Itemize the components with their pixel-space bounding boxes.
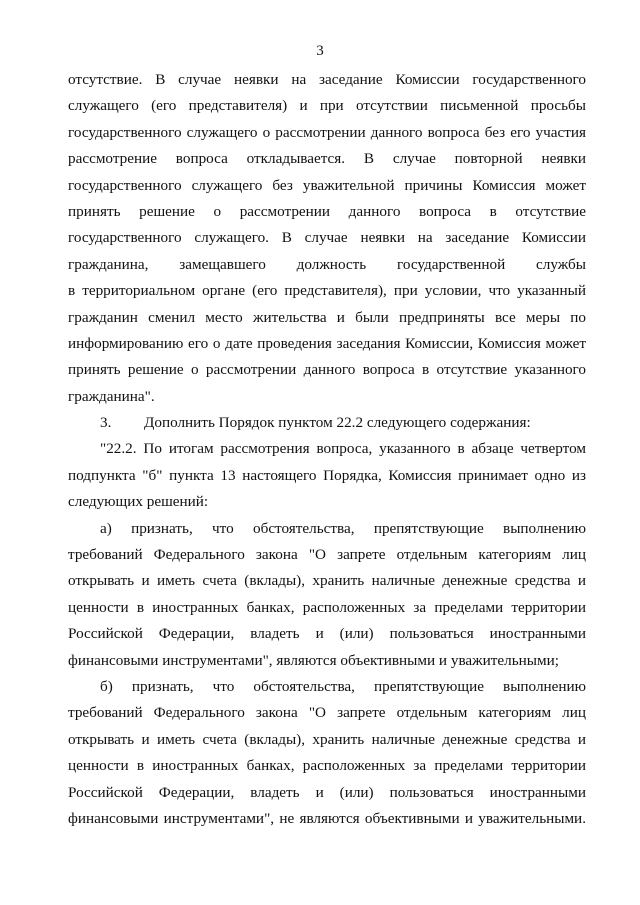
text-line: открывать и иметь счета (вклады), хранить наличные денежные средства и xyxy=(68,730,586,748)
item-text: Дополнить Порядок пунктом 22.2 следующего содержания: xyxy=(144,414,531,432)
text-line: государственного служащего. В случае неявки на заседание Комиссии xyxy=(68,229,586,247)
text-line: требований Федерального закона "О запрете отдельным категориям лиц xyxy=(68,546,586,564)
text-line: государственного служащего без уважительной причины Комиссия может xyxy=(68,176,586,194)
text-line: финансовыми инструментами", являются объективными и уважительными; xyxy=(68,651,559,669)
text-line: ценности в иностранных банках, расположенных за пределами территории xyxy=(68,598,586,616)
text-line: служащего (его представителя) и при отсутствии письменной просьбы xyxy=(68,97,586,115)
document-body xyxy=(68,67,586,832)
text-line: рассмотрение вопроса откладывается. В случае повторной неявки xyxy=(68,150,586,168)
text-line: Российской Федерации, владеть и (или) пользоваться иностранными xyxy=(68,783,586,801)
text-line: информированию его о дате проведения заседания Комиссии, Комиссия может xyxy=(68,334,586,352)
text-line: Российской Федерации, владеть и (или) пользоваться иностранными xyxy=(68,625,586,643)
text-line: государственного служащего о рассмотрении данного вопроса без его участия xyxy=(68,123,586,141)
text-line: "22.2. По итогам рассмотрения вопроса, указанного в абзаце четвертом xyxy=(100,440,586,458)
list-item-a: а) признать, что обстоятельства, препятствующие выполнению xyxy=(100,519,586,537)
text-line: подпункта "б" пункта 13 настоящего Порядка, Комиссия принимает одно из xyxy=(68,466,586,484)
text-line: гражданина, замещавшего должность государственной службы xyxy=(68,255,586,273)
text-line: гражданин сменил место жительства и были предприняты все меры по xyxy=(68,308,586,326)
text-line: следующих решений: xyxy=(68,493,209,511)
list-item-3 xyxy=(68,410,586,436)
text-line: гражданина". xyxy=(68,387,155,405)
item-number: 3. xyxy=(100,414,112,432)
text-line: в территориальном органе (его представителя), при условии, что указанный xyxy=(68,282,586,300)
page-number: 3 xyxy=(316,43,324,59)
text-line: требований Федерального закона "О запрете отдельным категориям лиц xyxy=(68,704,586,722)
text-line: ценности в иностранных банках, расположенных за пределами территории xyxy=(68,757,586,775)
list-item-b: б) признать, что обстоятельства, препятствующие выполнению xyxy=(100,677,586,695)
text-line: открывать и иметь счета (вклады), хранить наличные денежные средства и xyxy=(68,572,586,590)
text-line: принять решение о рассмотрении данного вопроса в отсутствие xyxy=(68,202,586,220)
text-line: финансовыми инструментами", не являются объективными и уважительными. xyxy=(68,809,586,827)
text-line: отсутствие. В случае неявки на заседание Комиссии государственного xyxy=(68,71,586,88)
text-line: принять решение о рассмотрении данного вопроса в отсутствие указанного xyxy=(68,361,586,379)
